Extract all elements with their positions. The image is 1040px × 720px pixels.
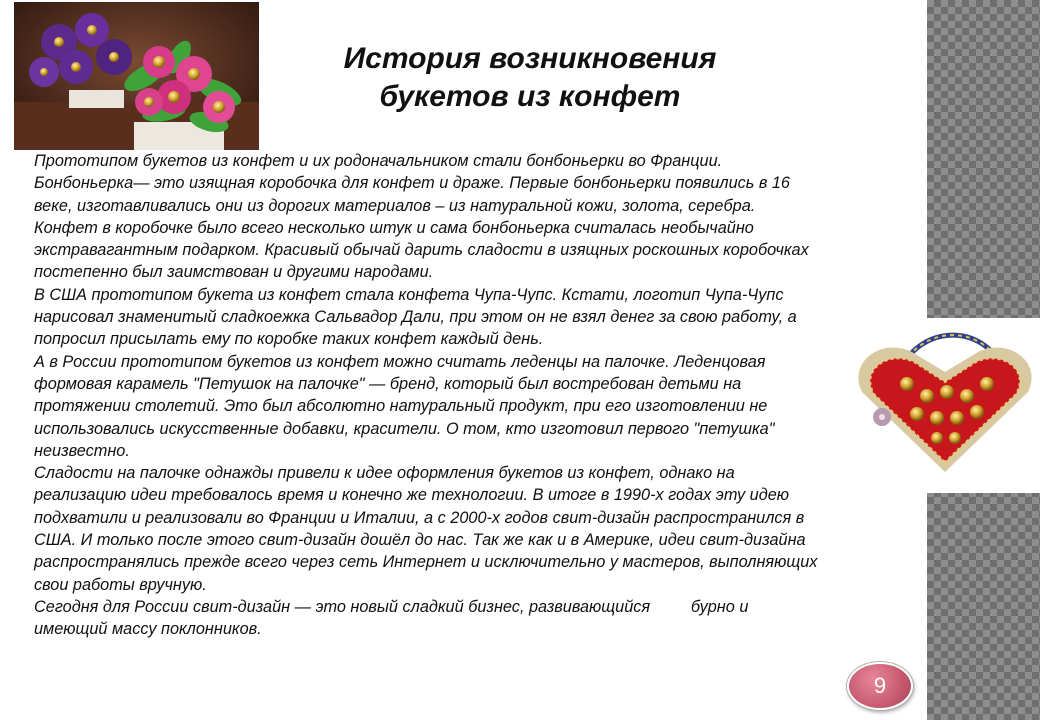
text-line: веке, изготавливались они из дорогих материалов – из натуральной кожи, золота, серебра. bbox=[34, 196, 756, 215]
text-line: А в России прототипом букетов из конфет можно считать леденцы на палочке. Леденцовая bbox=[34, 352, 766, 371]
text-line: формовая карамель "Петушок на палочке" — бренд, который был востребован детьми на bbox=[34, 374, 742, 393]
text-line: использовались искусственные добавки, красители. О том, кто изготовил первого "петушка" bbox=[34, 419, 775, 438]
text-line: В США прототипом букета из конфет стала конфета Чупа-Чупс. Кстати, логотип Чупа-Чупс bbox=[34, 285, 784, 304]
slide-title-line-1: История возникновения bbox=[343, 42, 717, 75]
text-line: Сладости на палочке однажды привели к идее оформления букетов из конфет, однако на bbox=[34, 464, 735, 483]
text-line: реализацию идеи требовалось время и конечно же технологии. В итоге в 1990-х годах эту идею bbox=[34, 486, 790, 505]
history-paragraph bbox=[34, 150, 914, 641]
text-line: Прототипом букетов из конфет и их родоначальником стали бонбоньерки во Франции. bbox=[34, 152, 723, 170]
text-line: попросил присылать ему по коробке таких конфет каждый день. bbox=[34, 330, 544, 349]
heart-candy-box-photo bbox=[852, 322, 1038, 482]
candy-bouquet-photo bbox=[14, 2, 259, 150]
text-line: нарисовал знаменитый сладкоежка Сальвадор Дали, при этом он не взял денег за свою работу, а bbox=[34, 308, 797, 327]
text-line: распространялись прежде всего через сеть Интернет и исключительно у мастеров, выполняющих bbox=[34, 553, 818, 572]
text-line: имеющий массу поклонников. bbox=[34, 620, 262, 639]
text-line: Бонбоньерка— это изящная коробочка для конфет и драже. Первые бонбоньерки появились в 16 bbox=[34, 174, 790, 193]
text-line: Конфет в коробочке было всего несколько штук и сама бонбоньерка считалась необычайно bbox=[34, 218, 754, 237]
text-line: протяжении столетий. Это был абсолютно натуральный продукт, при его изготовлении не bbox=[34, 397, 768, 416]
slide-title bbox=[300, 40, 760, 116]
text-line: подхватили и реализовали во Франции и Италии, а с 2000-х годов свит-дизайн распространился в bbox=[34, 508, 805, 527]
page-number-badge: 9 bbox=[847, 662, 913, 710]
text-line: постепенно был заимствован и другими народами. bbox=[34, 263, 434, 282]
text-line: неизвестно. bbox=[34, 441, 130, 460]
text-line: Сегодня для России свит-дизайн — это новый сладкий бизнес, развивающийся бурно и bbox=[34, 597, 749, 616]
slide-title-line-2: букетов из конфет bbox=[379, 80, 681, 113]
text-line: свои работы вручную. bbox=[34, 575, 207, 594]
text-line: экстравагантным подарком. Красивый обычай дарить сладости в изящных роскошных коробочках bbox=[34, 241, 809, 260]
text-line: США. И только после этого свит-дизайн дошёл до нас. Так же как и в Америке, идеи свит-дизайна bbox=[34, 531, 806, 550]
